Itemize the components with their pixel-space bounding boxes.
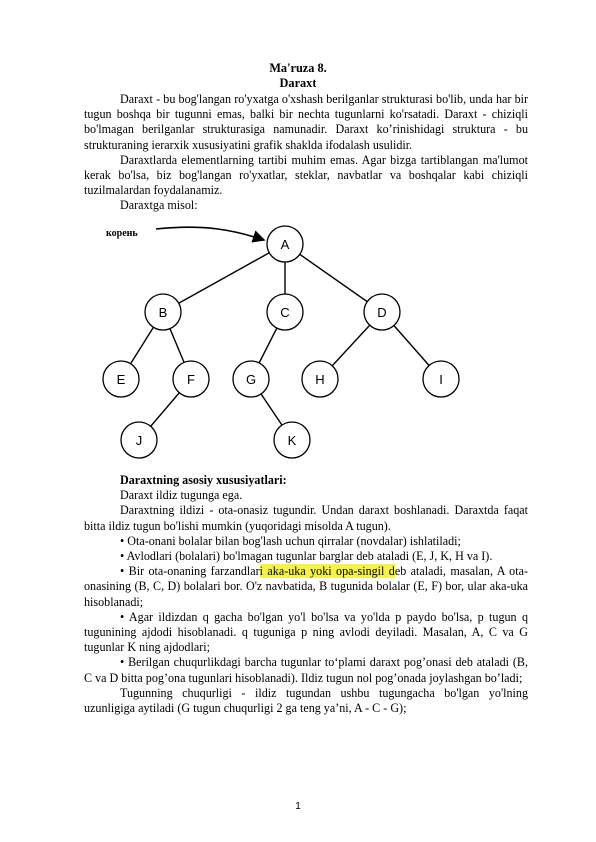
- tree-node-e: [103, 361, 139, 397]
- properties-paragraph-2: Daraxtning ildizi - ota-onasiz tugundir. Undan daraxt boshlanadi. Daraxtda faqat bitta ildiz tugun bo'lishi mumkin (yuqoridagi misolda A tugun).: [84, 503, 528, 533]
- properties-bullet-1: • Ota-onani bolalar bilan bog'lash uchun qirralar (novdalar) ishlatiladi;: [120, 533, 461, 548]
- tree-node-j: [121, 422, 157, 458]
- edge-a-b: [163, 244, 285, 312]
- intro-section: [84, 92, 528, 214]
- tree-node-c: [267, 294, 303, 330]
- intro-paragraph-3: Daraxtga misol:: [120, 198, 198, 213]
- bullet-3-text-end: eb ataladi, masalan, A ota-onasining (B, C, D) bolalari bor. O'z navbatida, B tugunida bolalar (E, F) bor, ular aka-uka hisoblanadi;: [84, 564, 528, 609]
- bullet-3-text-start: • Bir ota-onaning farzandlar: [120, 564, 260, 579]
- svg-text:K: K: [287, 433, 297, 448]
- svg-text:E: E: [116, 372, 126, 387]
- intro-paragraph-1: Daraxt - bu bog'langan ro'yxatga o'xshash berilganlar strukturasi bo'lib, unda har bir tugun boshqa bir tugunni emas, balki bir nechta tugunlarni ko'rsatadi. Daraxt - chiziqli bo'lmagan berilganlar strukturasiga namunadir. Daraxt ko’rinishidagi struktura - bu strukturaning ierarxik xususiyatini grafik shaklda ifodalash usulidir.: [84, 92, 528, 152]
- tree-node-g: [233, 361, 269, 397]
- tree-diagram: [84, 224, 528, 464]
- svg-text:F: F: [187, 372, 195, 387]
- highlighted-text: i aka-uka yoki opa-singil d: [259, 564, 395, 579]
- tree-node-k: [274, 422, 310, 458]
- tree-node-a: [267, 226, 303, 262]
- tree-node-f: [173, 361, 209, 397]
- svg-text:B: B: [158, 305, 168, 320]
- svg-text:D: D: [377, 305, 387, 320]
- tree-node-d: [364, 294, 400, 330]
- intro-paragraph-2: Daraxtlarda elementlarning tartibi muhim emas. Agar bizga tartiblangan ma'lumot kerak bo'lsa, biz bog'langan ro'yxatlar, steklar, navbatlar va boshqalar kabi chiziqli tuzilmalardan foydalanamiz.: [84, 152, 528, 198]
- properties-bullet-5: • Berilgan chuqurlikdagi barcha tugunlar to‘plami daraxt pog’onasi deb ataladi (B, C va D bitta pog’ona tugunlari hisoblanadi). Ildiz tugun nol pog’onada joylashgan bo’ladi;: [84, 655, 528, 685]
- properties-heading: Daraxtning asosiy xususiyatlari:: [120, 473, 287, 487]
- properties-paragraph-3: Tugunning chuqurligi - ildiz tugundan ushbu tugungacha bo'lgan yo'lning uzunligiga aytiladi (G tugun chuqurligi 2 ga teng ya’ni, A - C - G);: [84, 685, 528, 716]
- properties-section: [84, 473, 528, 716]
- properties-paragraph-1: Daraxt ildiz tugunga ega.: [120, 488, 243, 503]
- tree-node-b: [145, 294, 181, 330]
- tree-node-i: [423, 361, 459, 397]
- svg-text:I: I: [439, 372, 443, 387]
- page-number: 1: [295, 801, 301, 812]
- root-pointer-arrow: [156, 227, 264, 240]
- svg-text:H: H: [315, 372, 325, 387]
- properties-bullet-2: • Avlodlari (bolalari) bo'lmagan tugunlar barglar deb ataladi (E, J, K, H va I).: [120, 549, 493, 564]
- tree-node-h: [302, 361, 338, 397]
- lecture-topic: Daraxt: [279, 76, 317, 90]
- svg-text:C: C: [280, 305, 290, 320]
- svg-text:J: J: [135, 433, 143, 448]
- svg-text:G: G: [245, 372, 257, 387]
- tree-svg: [84, 224, 528, 464]
- root-label-text: корень: [106, 228, 138, 239]
- properties-bullet-3: [84, 564, 528, 610]
- svg-text:A: A: [280, 237, 290, 252]
- properties-bullet-4: • Agar ildizdan q gacha bo'lgan yo'l bo'lsa va yo'lda p paydo bo'lsa, p tugun q tugunining ajdodi hisoblanadi. q tuguniga p ning avlodi deyiladi. Masalan, A, C va G tugunlar K ning ajdodlari;: [84, 609, 528, 655]
- lecture-number: Ma'ruza 8.: [269, 61, 327, 75]
